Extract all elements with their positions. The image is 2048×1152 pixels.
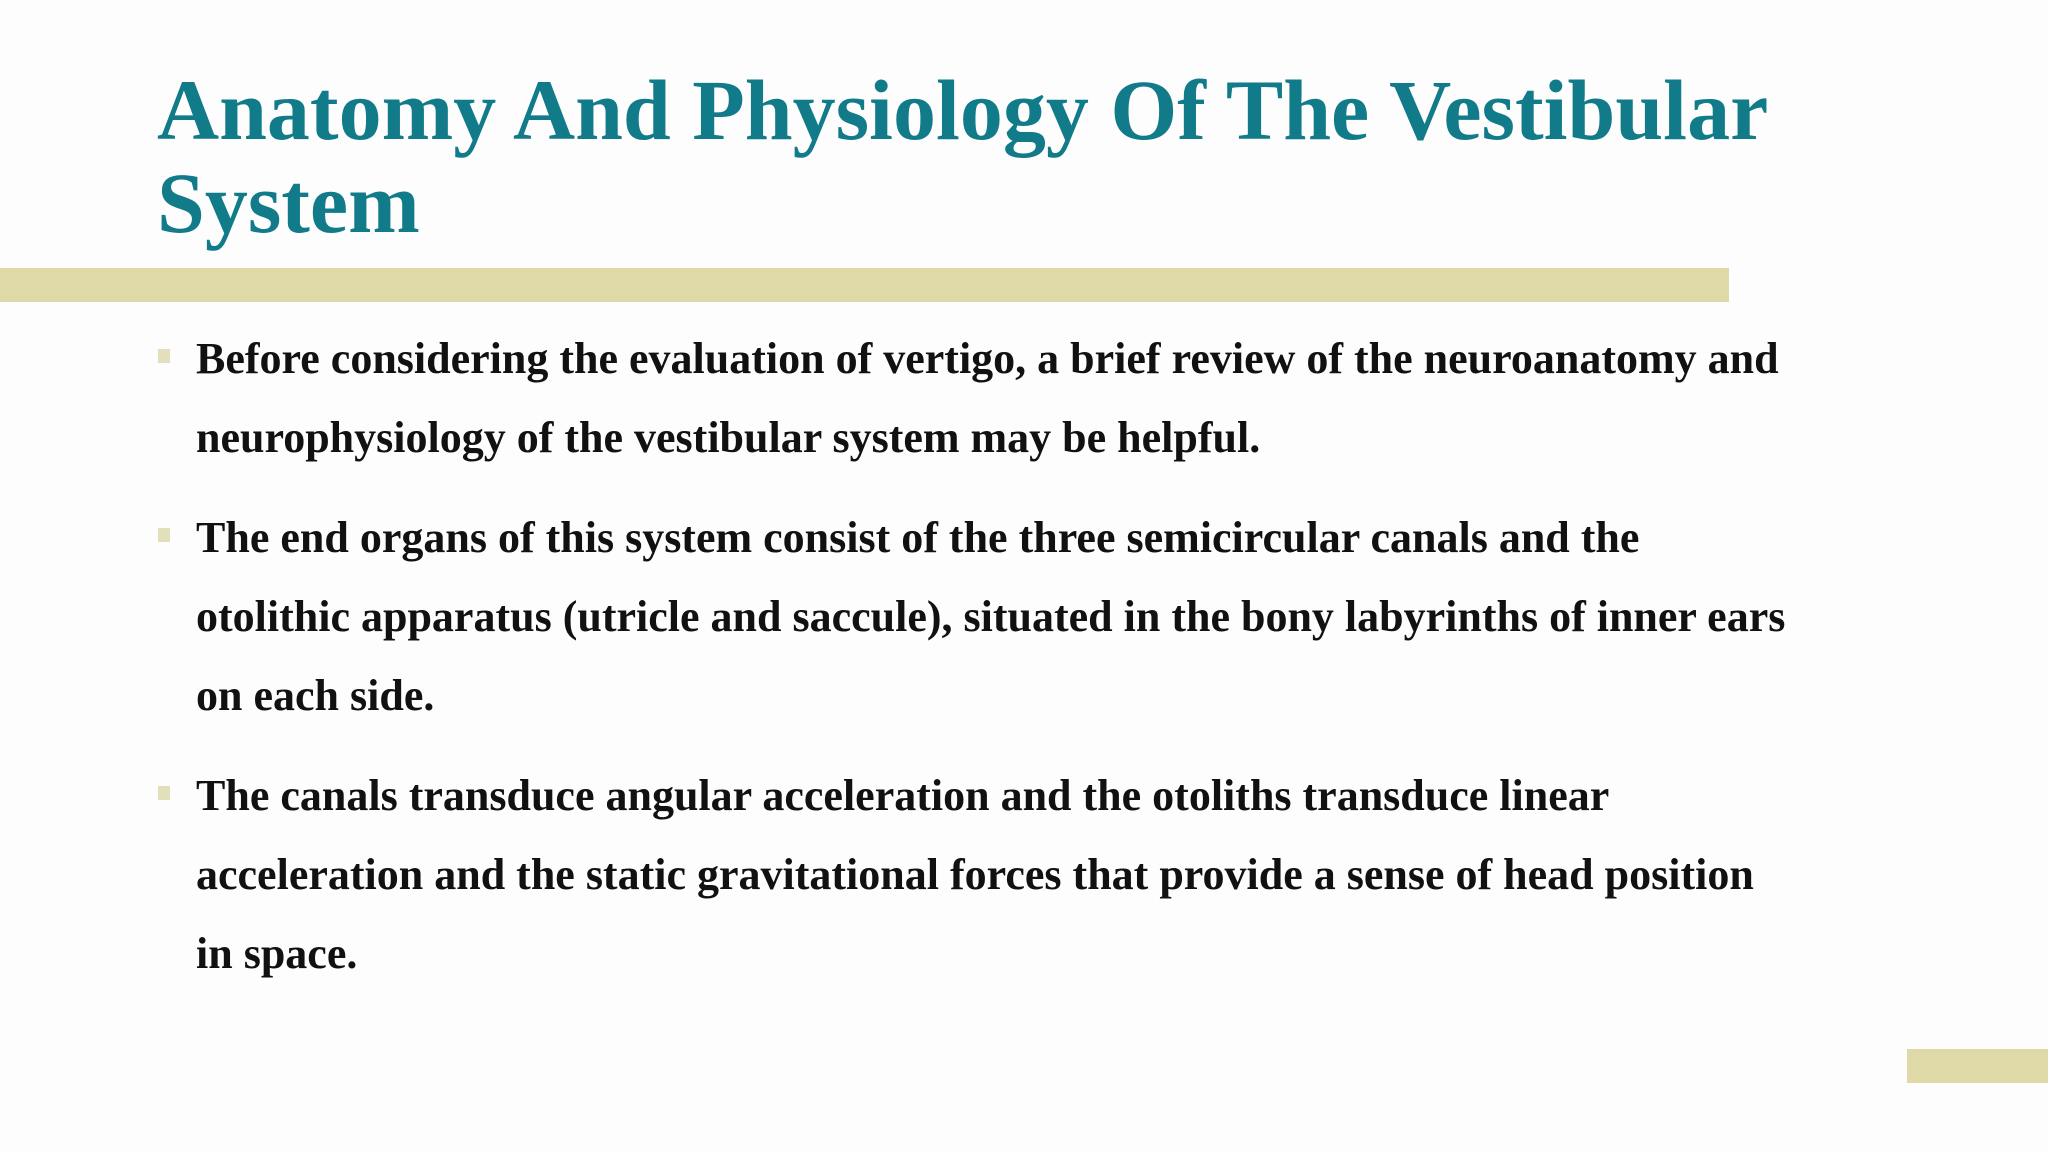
slide-title-line-1: Anatomy And Physiology Of The Vestibular <box>157 62 1769 158</box>
slide-title-line-2: System <box>157 155 420 251</box>
bullet-marker-icon <box>158 349 170 363</box>
bullet-1-line-1: Before considering the evaluation of vertigo, a brief review of the neuroanatomy and <box>196 334 1779 383</box>
title-divider-bar <box>0 268 1729 302</box>
bullet-2-line-2: otolithic apparatus (utricle and saccule), situated in the bony labyrinths of inner ears <box>196 592 1786 641</box>
bullet-text-3 <box>196 756 1956 993</box>
bullet-2-line-3: on each side. <box>196 671 435 720</box>
bullet-text-1 <box>196 319 1956 477</box>
slide-title <box>157 64 1857 250</box>
bullet-3-line-2: acceleration and the static gravitational forces that provide a sense of head position <box>196 850 1754 899</box>
bullet-3-line-3: in space. <box>196 929 358 978</box>
bullet-1-line-2: neurophysiology of the vestibular system may be helpful. <box>196 413 1261 462</box>
bullet-2-line-1: The end organs of this system consist of the three semicircular canals and the <box>196 513 1640 562</box>
bullet-3-line-1: The canals transduce angular acceleration and the otoliths transduce linear <box>196 771 1610 820</box>
footer-accent-bar <box>1907 1049 2048 1083</box>
bullet-marker-icon <box>158 528 170 542</box>
bullet-marker-icon <box>158 786 170 800</box>
bullet-text-2 <box>196 498 1956 735</box>
